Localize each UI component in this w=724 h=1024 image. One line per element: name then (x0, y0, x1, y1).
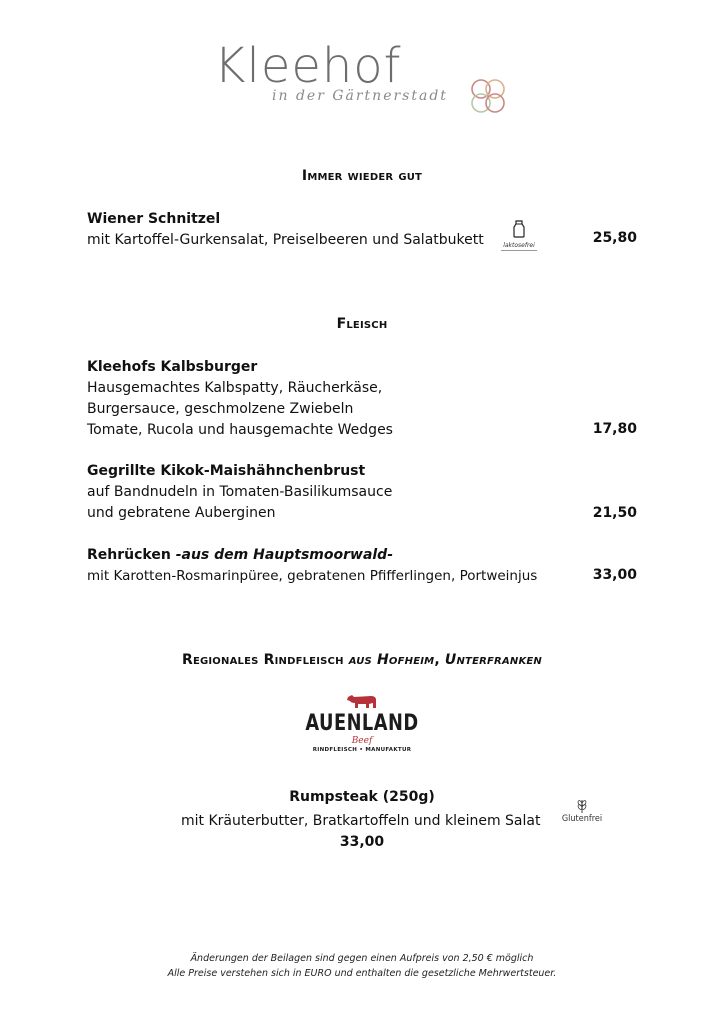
dish-title: Rumpsteak (250g) (289, 789, 435, 805)
price-schnitzel: 25,80 (592, 230, 637, 246)
heading-part: , (434, 652, 445, 668)
price-rumpsteak: 33,00 (339, 834, 385, 850)
dish-description: mit Karotten-Rosmarinpüree, gebratenen Pfifferlingen, Portweinjus (87, 568, 538, 584)
auenland-sub: Beef (351, 736, 373, 746)
dish-description-line: Burgersauce, geschmolzene Zwiebeln (87, 401, 354, 417)
heading-part: Regionales Rindfleisch (181, 652, 349, 668)
footer-line: Alle Preise verstehen sich in EURO und enthalten die gesetzliche Mehrwertsteuer. (167, 968, 557, 979)
price-maishaehnchen: 21,50 (592, 505, 637, 521)
dish-rehruecken (87, 545, 587, 587)
dish-title (87, 545, 587, 566)
dish-maishaehnchen (87, 461, 567, 524)
footer-note (0, 951, 724, 981)
dish-kalbsburger (87, 357, 567, 441)
dish-description-line: und gebratene Auberginen (87, 505, 276, 521)
dish-description-line: Tomate, Rucola und hausgemachte Wedges (87, 422, 393, 438)
dish-title: Gegrillte Kikok-Maishähnchenbrust (87, 463, 366, 479)
auenland-wordmark: AUENLAND (305, 711, 419, 736)
dish-title: Kleehofs Kalbsburger (87, 359, 258, 375)
auenland-logo (298, 690, 426, 766)
brand-wordmark: Kleehof (214, 38, 402, 94)
dish-title-main: Rehrücken (87, 547, 176, 563)
price-rehruecken: 33,00 (592, 567, 637, 583)
section-heading-regional (0, 652, 724, 668)
dish-title: Wiener Schnitzel (87, 211, 221, 227)
gluten-free-label: Glutenfrei (561, 814, 603, 824)
cow-icon (345, 690, 379, 712)
heading-part-italic: aus Hofheim (348, 652, 435, 668)
auenland-claim: RINDFLEISCH • MANUFAKTUR (312, 747, 412, 753)
dish-description-line: Hausgemachtes Kalbspatty, Räucherkäse, (87, 380, 383, 396)
dish-description: mit Kartoffel-Gurkensalat, Preiselbeeren und Salatbukett (87, 232, 484, 248)
dish-title-origin: -aus dem Hauptsmoorwald- (175, 547, 394, 563)
footer-line: Änderungen der Beilagen sind gegen einen Aufpreis von 2,50 € möglich (190, 953, 534, 964)
brand-tagline: in der Gärtnerstadt (272, 88, 448, 104)
gluten-free-badge (558, 798, 606, 825)
section-heading-immer: Immer wieder gut (301, 168, 423, 184)
dish-schnitzel (87, 209, 567, 251)
price-kalbsburger: 17,80 (592, 421, 637, 437)
dish-rumpsteak (0, 787, 724, 808)
dish-description: mit Kräuterbutter, Bratkartoffeln und kleinem Salat (181, 813, 541, 829)
dish-description-line: auf Bandnudeln in Tomaten-Basilikumsauce (87, 484, 393, 500)
lactose-free-badge (501, 220, 537, 258)
kleehof-logo (214, 38, 514, 122)
heading-part-italic: Unterfranken (444, 652, 543, 668)
lactose-free-label: laktosefrei (501, 242, 537, 251)
clover-icon (468, 76, 508, 116)
wheat-icon (575, 798, 589, 814)
section-heading-fleisch: Fleisch (336, 316, 388, 332)
milk-bottle-icon (511, 220, 527, 238)
